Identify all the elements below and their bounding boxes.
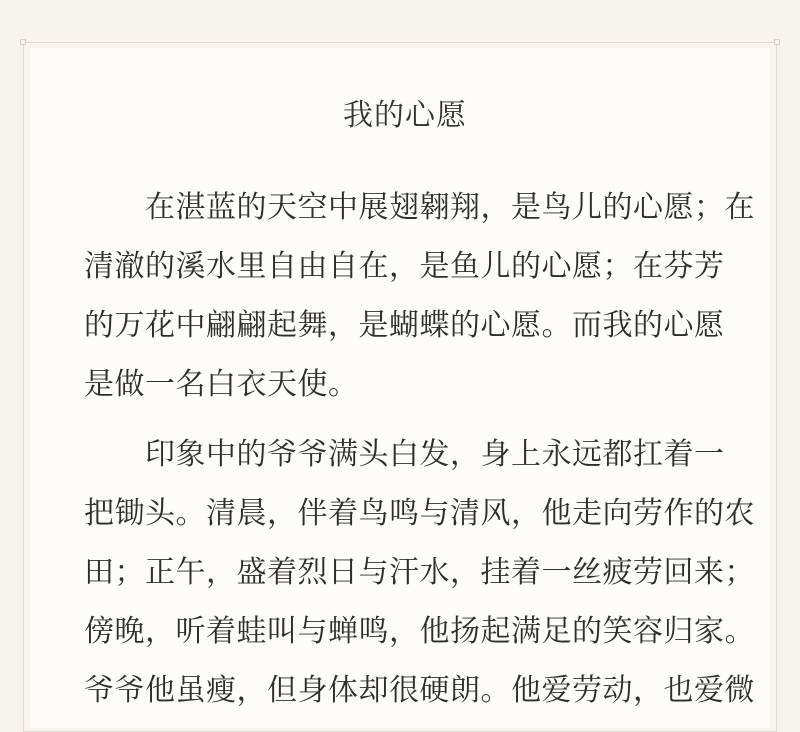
paragraph-line: 清澈的溪水里自由自在，是鱼儿的心愿；在芬芳	[84, 249, 725, 284]
paragraph-line: 田；正午，盛着烈日与汗水，挂着一丝疲劳回来；	[84, 555, 755, 590]
essay-paragraph-1	[84, 178, 755, 414]
paragraph-line: 在湛蓝的天空中展翅翱翔，是鸟儿的心愿；在	[84, 190, 755, 225]
frame-corner-ornament	[774, 39, 780, 45]
paragraph-line: 印象中的爷爷满头白发，身上永远都扛着一	[84, 437, 725, 472]
paragraph-line: 把锄头。清晨，伴着鸟鸣与清风，他走向劳作的农	[84, 496, 755, 531]
frame-corner-ornament	[20, 39, 26, 45]
paragraph-line: 爷爷他虽瘦，但身体却很硬朗。他爱劳动，也爱微	[84, 673, 755, 708]
paragraph-line: 的万花中翩翩起舞，是蝴蝶的心愿。而我的心愿	[84, 308, 725, 343]
essay-title: 我的心愿	[343, 98, 467, 133]
paragraph-line: 是做一名白衣天使。	[84, 367, 359, 402]
paragraph-line: 傍晚，听着蛙叫与蝉鸣，他扬起满足的笑容归家。	[84, 614, 755, 649]
essay-paragraph-2	[84, 425, 755, 720]
